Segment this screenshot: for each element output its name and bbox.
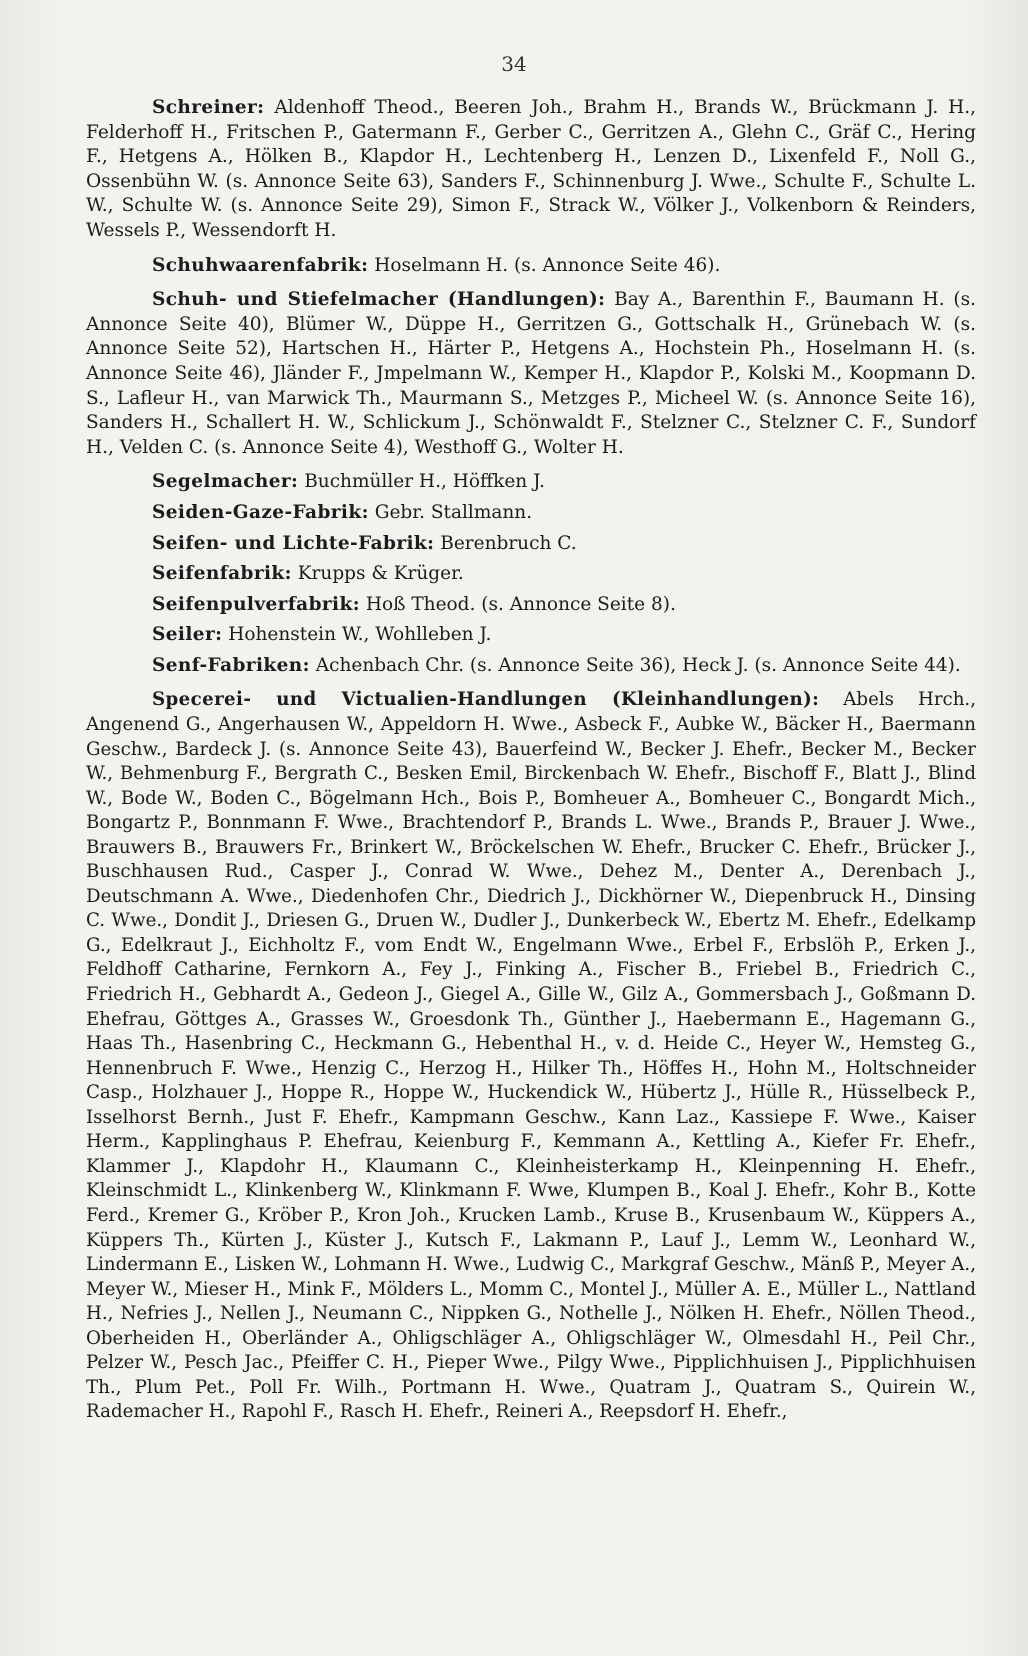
directory-entry [86,623,976,648]
entry-heading: Schuh- und Stiefelmacher (Handlungen): [152,289,606,311]
entry-text: Bay A., Barenthin F., Baumann H. (s. Annonce Seite 40), Blümer W., Düppe H., Gerritzen G., Gottschalk H., Grünebach W. (s. Annonce Seite 52), Hartschen H., Härter P., Hetgens A., Hochstein Ph., Hoselmann H. (s. Annonce Seite 46), Jländer F., Jmpelmann W., Kemper H., Klapdor P., Kolski M., Koopmann D. S., Lafleur H., van Marwick Th., Maurmann S., Metzges P., Micheel W. (s. Annonce Seite 16), Sanders H., Schallert H. W., Schlickum J., Schönwaldt F., Stelzner C., Stelzner C. F., Sundorf H., Velden C. (s. Annonce Seite 4), Westhoff G., Wolter H. [86,289,976,458]
entry-text: Achenbach Chr. (s. Annonce Seite 36), Heck J. (s. Annonce Seite 44). [315,654,961,676]
entry-text: Berenbruch C. [440,532,577,554]
entry-text: Abels Hrch., Angenend G., Angerhausen W., Appeldorn H. Wwe., Asbeck F., Aubke W., Bäcker H., Baermann Geschw., Bardeck J. (s. Annonce Seite 43), Bauerfeind W., Becker J. Ehefr., Becker M., Becker W., Behmenburg F., Bergrath C., Besken Emil, Birckenbach W. Ehefr., Bischoff F., Blatt J., Blind W., Bode W., Boden C., Bögelmann Hch., Bois P., Bomheuer A., Bomheuer C., Bongardt Mich., Bongartz P., Bonnmann F. Wwe., Brachtendorf P., Brands L. Wwe., Brands P., Brauer J. Wwe., Brauwers B., Brauwers Fr., Brinkert W., Bröckelschen W. Ehefr., Brucker C. Ehefr., Brücker J., Buschhausen Rud., Casper J., Conrad W. Wwe., Dehez M., Denter A., Derenbach J., Deutschmann A. Wwe., Diedenhofen Chr., Diedrich J., Dickhörner W., Diepenbruck H., Dinsing C. Wwe., Dondit J., Driesen G., Druen W., Dudler J., Dunkerbeck W., Ebertz M. Ehefr., Edelkamp G., Edelkraut J., Eichholtz F., vom Endt W., Engelmann Wwe., Erbel F., Erbslöh P., Erken J., Feldhoff Catharine, Fernkorn A., Fey J., Finking A., Fischer B., Friebel B., Friedrich C., Friedrich H., Gebhardt A., Gedeon J., Giegel A., Gille W., Gilz A., Gommersbach J., Goßmann D. Ehefrau, Göttges A., Grasses W., Groesdonk Th., Günther J., Haebermann E., Hagemann G., Haas Th., Hasenbring C., Heckmann G., Hebenthal H., v. d. Heide C., Heyer W., Hemsteg G., Hennenbruch F. Wwe., Henzig C., Herzog H., Hilker Th., Höffes H., Hohn M., Holtschneider Casp., Holzhauer J., Hoppe R., Hoppe W., Huckendick W., Hübertz J., Hülle R., Hüsselbeck P., Isselhorst Bernh., Just F. Ehefr., Kampmann Geschw., Kann Laz., Kassiepe F. Wwe., Kaiser Herm., Kapplinghaus P. Ehefrau, Keienburg F., Kemmann A., Kettling A., Kiefer Fr. Ehefr., Klammer J., Klapdohr H., Klaumann C., Kleinheisterkamp H., Kleinpenning H. Ehefr., Kleinschmidt L., Klinkenberg W., Klinkmann F. Wwe, Klumpen B., Koal J. Ehefr., Kohr B., Kotte Ferd., Kremer G., Kröber P., Kron Joh., Krucken Lamb., Kruse B., Krusenbaum W., Küppers A., Küppers Th., Kürten J., Küster J., Kutsch F., Lakmann P., Lauf J., Lemm W., Leonhard W., Lindermann E., Lisken W., Lohmann H. Wwe., Ludwig C., Markgraf Geschw., Mänß P., Meyer A., Meyer W., Mieser H., Mink F., Mölders L., Momm C., Montel J., Müller A. E., Müller L., Nattland H., Nefries J., Nellen J., Neumann C., Nippken G., Nothelle J., Nölken H. Ehefr., Nöllen Theod., Oberheiden H., Oberländer A., Ohligschläger A., Ohligschläger W., Olmesdahl H., Peil Chr., Pelzer W., Pesch Jac., Pfeiffer C. H., Pieper Wwe., Pilgy Wwe., Pipplichhuisen J., Pipplichhuisen Th., Plum Pet., Poll Fr. Wilh., Portmann H. Wwe., Quatram J., Quatram S., Quirein W., Rademacher H., Rapohl F., Rasch H. Ehefr., Reineri A., Reepsdorf H. Ehefr., [86,689,976,1423]
directory-entry [86,254,976,279]
directory-entry [86,470,976,495]
entry-heading: Seiden-Gaze-Fabrik: [152,501,369,523]
entry-text: Buchmüller H., Höffken J. [304,471,545,493]
entry-heading: Schreiner: [152,97,265,118]
directory-entry [86,96,976,244]
page-number: 34 [501,52,527,76]
entry-heading: Schuhwaarenfabrik: [152,254,369,276]
directory-entry [86,501,976,526]
directory-entry [86,562,976,587]
entry-text: Hoselmann H. (s. Annonce Seite 46). [374,254,721,276]
entry-heading: Seifenpulverfabrik: [152,593,360,615]
directory-column [86,96,976,1435]
entry-text: Aldenhoff Theod., Beeren Joh., Brahm H., Brands W., Brückmann J. H., Felderhoff H., Fritschen P., Gatermann F., Gerber C., Gerritzen A., Glehn C., Gräf C., Hering F., Hetgens A., Hölken B., Klapdor H., Lechtenberg H., Lenzen D., Lixenfeld F., Noll G., Ossenbühn W. (s. Annonce Seite 63), Sanders F., Schinnenburg J. Wwe., Schulte F., Schulte L. W., Schulte W. (s. Annonce Seite 29), Simon F., Strack W., Völker J., Volkenborn & Reinders, Wessels P., Wessendorft H. [86,97,976,241]
entry-heading: Segelmacher: [152,471,299,493]
entry-heading: Seifenfabrik: [152,563,292,585]
entry-text: Hohenstein W., Wohlleben J. [228,624,492,646]
directory-entry [86,688,976,1424]
entry-text: Hoß Theod. (s. Annonce Seite 8). [365,593,676,615]
directory-entry [86,288,976,460]
directory-entry [86,654,976,679]
entry-heading: Seifen- und Lichte-Fabrik: [152,532,435,554]
directory-entry [86,593,976,618]
entry-text: Gebr. Stallmann. [374,501,533,523]
entry-heading: Seiler: [152,624,223,646]
entry-text: Krupps & Krüger. [297,563,464,585]
entry-heading: Specerei- und Victualien-Handlungen (Kleinhandlungen): [152,689,820,711]
entry-heading: Senf-Fabriken: [152,654,310,676]
directory-entry [86,532,976,557]
